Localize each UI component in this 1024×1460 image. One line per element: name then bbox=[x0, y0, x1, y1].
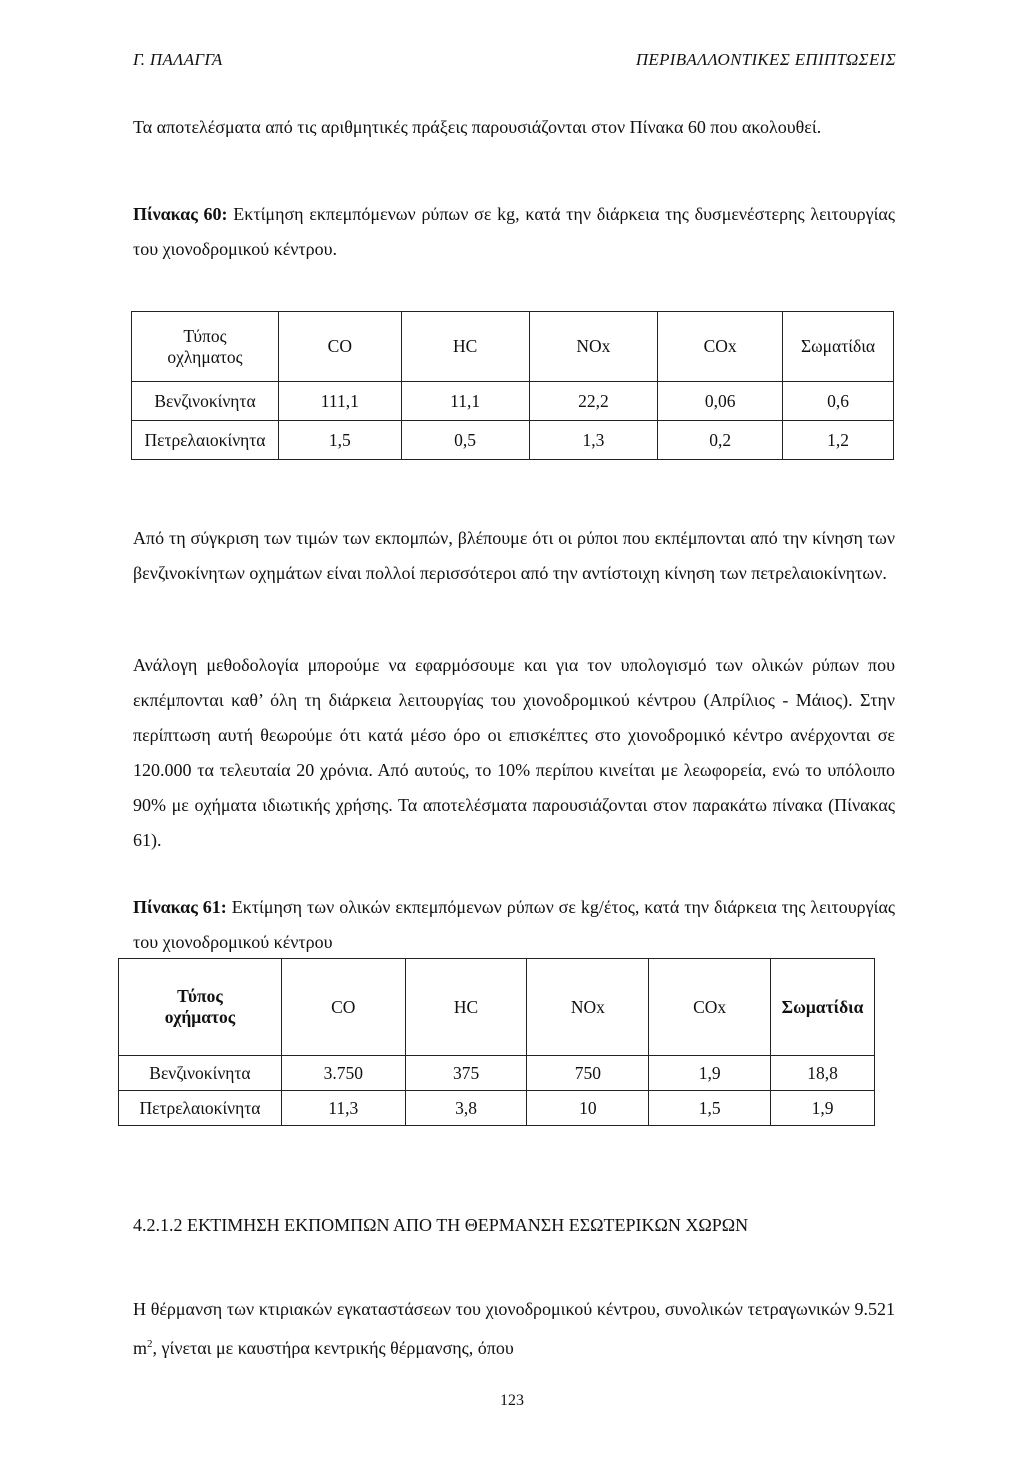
table-cell: 3,8 bbox=[405, 1091, 527, 1126]
table-row bbox=[119, 1056, 875, 1091]
heating-text-start: Η θέρμανση των κτιριακών εγκαταστάσεων του χιονοδρομικού κέντρου, συνολικών τετραγωνικών 9.521 m bbox=[133, 1299, 895, 1358]
table-row bbox=[132, 382, 894, 421]
table-cell: 1,5 bbox=[649, 1091, 771, 1126]
table60-caption-label: Πίνακας 60: bbox=[133, 204, 228, 224]
table-cell: 18,8 bbox=[771, 1056, 875, 1091]
header-cell-particulates: Σωματίδια bbox=[783, 312, 894, 382]
table-61 bbox=[118, 958, 875, 1126]
table60-caption-text: Εκτίμηση εκπεμπόμενων ρύπων σε kg, κατά την διάρκεια της δυσμενέστερης λειτουργίας του χιονοδρομικού κέντρου. bbox=[133, 204, 895, 259]
section-heading: 4.2.1.2 ΕΚΤΙΜΗΣΗ ΕΚΠΟΜΠΩΝ ΑΠΟ ΤΗ ΘΕΡΜΑΝΣΗ ΕΣΩΤΕΡΙΚΩΝ ΧΩΡΩΝ bbox=[133, 1215, 749, 1235]
comparison-paragraph: Από τη σύγκριση των τιμών των εκπομπών, βλέπουμε ότι οι ρύποι που εκπέμπονται από την κίνηση των βενζινοκίνητων οχημάτων είναι πολλοί περισσότεροι από την αντίστοιχη κίνηση των πετρελαιοκίνητων. bbox=[133, 528, 895, 583]
table-cell: 1,2 bbox=[783, 421, 894, 460]
header-cell-nox: NOx bbox=[527, 959, 649, 1056]
superscript-two: 2 bbox=[147, 1338, 153, 1350]
header-cell-co: CO bbox=[278, 312, 401, 382]
header-cell-vehicle-type: Τύπος οχληματος bbox=[132, 312, 279, 382]
row-label-diesel: Πετρελαιοκίνητα bbox=[119, 1091, 282, 1126]
table61-caption-text: Εκτίμηση των ολικών εκπεμπόμενων ρύπων σε kg/έτος, κατά την διάρκεια της λειτουργίας του χιονοδρομικού κέντρου bbox=[133, 897, 895, 952]
table-cell: 1,9 bbox=[649, 1056, 771, 1091]
header-cell-nox: NOx bbox=[529, 312, 658, 382]
table-cell: 1,5 bbox=[278, 421, 401, 460]
table-cell: 0,6 bbox=[783, 382, 894, 421]
methodology-paragraph: Ανάλογη μεθοδολογία μπορούμε να εφαρμόσουμε και για τον υπολογισμό των ολικών ρύπων που εκπέμπονται καθ’ όλη τη διάρκεια λειτουργίας του χιονοδρομικού κέντρου (Απρίλιος - Μάιος). Στην περίπτωση αυτή θεωρούμε ότι κατά μέσο όρο οι επισκέπτες στο χιονοδρομικό κέντρο ανέρχονται σε 120.000 τα τελευταία 20 χρόνια. Από αυτούς, το 10% περίπου κινείται με λεωφορεία, ενώ το υπόλοιπο 90% με οχήματα ιδιωτικής χρήσης. Τα αποτελέσματα παρουσιάζονται στον παρακάτω πίνακα (Πίνακας 61). bbox=[133, 655, 895, 850]
running-header-title: ΠΕΡΙΒΑΛΛΟΝΤΙΚΕΣ ΕΠΙΠΤΩΣΕΙΣ bbox=[635, 50, 896, 69]
table-cell: 1,9 bbox=[771, 1091, 875, 1126]
table-row bbox=[119, 1091, 875, 1126]
table61-caption-label: Πίνακας 61: bbox=[133, 897, 227, 917]
table-cell: 11,1 bbox=[401, 382, 529, 421]
header-cell-cox: COx bbox=[658, 312, 783, 382]
row-label-gasoline: Βενζινοκίνητα bbox=[119, 1056, 282, 1091]
row-label-diesel: Πετρελαιοκίνητα bbox=[132, 421, 279, 460]
heating-text-end: , γίνεται με καυστήρα κεντρικής θέρμανσης, όπου bbox=[152, 1338, 514, 1358]
heating-paragraph bbox=[133, 1292, 895, 1366]
table60-caption bbox=[133, 197, 895, 267]
table-60 bbox=[131, 311, 894, 460]
page-number: 123 bbox=[500, 1392, 524, 1409]
table-cell: 375 bbox=[405, 1056, 527, 1091]
table-header-row bbox=[119, 959, 875, 1056]
intro-paragraph: Τα αποτελέσματα από τις αριθμητικές πράξεις παρουσιάζονται στον Πίνακα 60 που ακολουθεί. bbox=[133, 117, 822, 137]
header-cell-hc: HC bbox=[401, 312, 529, 382]
table-cell: 3.750 bbox=[281, 1056, 405, 1091]
table61-caption bbox=[133, 890, 895, 960]
header-cell-hc: HC bbox=[405, 959, 527, 1056]
row-label-gasoline: Βενζινοκίνητα bbox=[132, 382, 279, 421]
table-cell: 0,5 bbox=[401, 421, 529, 460]
table-cell: 750 bbox=[527, 1056, 649, 1091]
header-cell-co: CO bbox=[281, 959, 405, 1056]
header-cell-particulates: Σωματίδια bbox=[771, 959, 875, 1056]
table-cell: 10 bbox=[527, 1091, 649, 1126]
table-cell: 0,06 bbox=[658, 382, 783, 421]
table-cell: 1,3 bbox=[529, 421, 658, 460]
table-cell: 11,3 bbox=[281, 1091, 405, 1126]
table-cell: 111,1 bbox=[278, 382, 401, 421]
table-cell: 22,2 bbox=[529, 382, 658, 421]
header-cell-cox: COx bbox=[649, 959, 771, 1056]
table-cell: 0,2 bbox=[658, 421, 783, 460]
header-cell-vehicle-type: Τύπος οχήματος bbox=[119, 959, 282, 1056]
table-header-row bbox=[132, 312, 894, 382]
table-row bbox=[132, 421, 894, 460]
running-header-author: Γ. ΠΑΛΑΓΓΑ bbox=[133, 50, 223, 69]
